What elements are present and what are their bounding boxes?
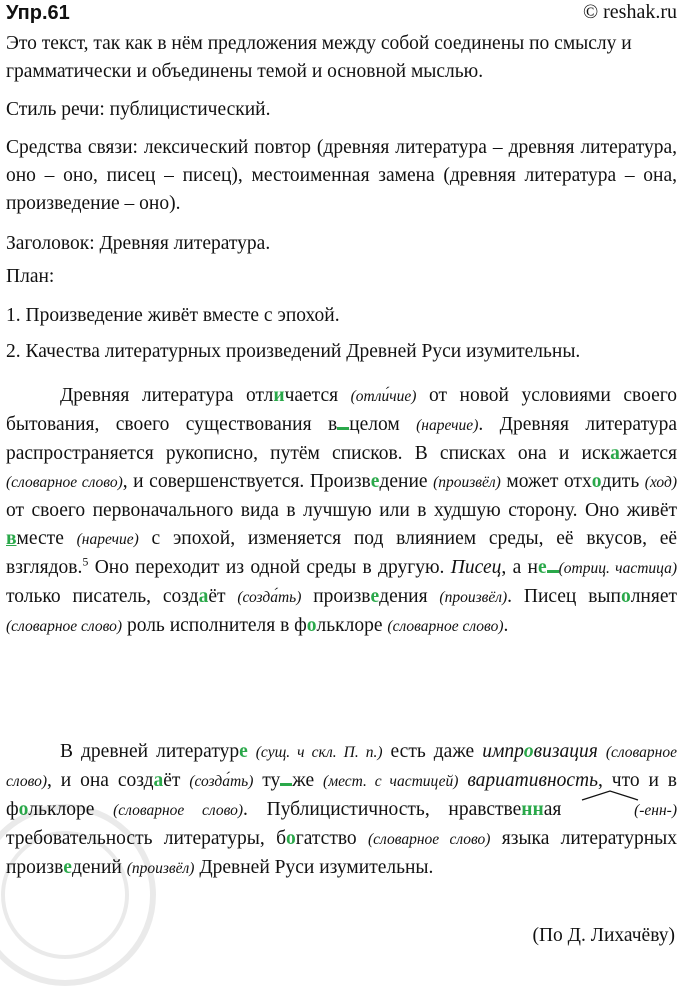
- arc-icon: [580, 789, 640, 801]
- answer-text-type: Это текст, так как в нём предложения между собой соединены по смыслу и грамматически и объединены темой и основной мыслью.: [6, 33, 632, 82]
- main-text-paragraph-1: Древняя литература отличается (отли́чие) от новой условиями своего бытования, своего существования в целом (наречие). Древняя литература распространяется рукописно, путём списков. В списках она и искажается (словарное слово), и совершенствуется. Произведение (произвёл) может отходить (ход) от своего первоначального вида в лучшую или в худшую сторону. Оно живёт вместе (наречие) с эпохой, изменяется под влиянием среды, её вкусов, её взглядов.$^5$ Оно переходит из одной среды в другую. Писец, а не (отриц. частица) только писатель, создаёт (созда́ть) произведения (произвёл). Писец выполняет (словарное слово) роль исполнителя в фольклоре (словарное слово).: [6, 385, 678, 636]
- answer-links: Средства связи: лексический повтор (древняя литература – древняя литература, оно – оно, писец – писец), местоименная замена (древняя литература – она, произведение – оно).: [6, 137, 677, 214]
- exercise-title: Упр.61: [6, 2, 70, 24]
- plan-title: План:: [6, 266, 55, 287]
- answer-heading: Заголовок: Древняя литература.: [6, 233, 271, 254]
- plan-item-2: 2. Качества литературных произведений Древней Руси изумительны.: [6, 341, 581, 362]
- watermark-seal-icon: [0, 800, 160, 990]
- blank-mark: [280, 767, 292, 786]
- page-header: [6, 0, 677, 26]
- source-attribution: (По Д. Лихачёву): [532, 925, 675, 946]
- answer-style: Стиль речи: публицистический.: [6, 99, 271, 120]
- plan-item-1: 1. Произведение живёт вместе с эпохой.: [6, 305, 340, 326]
- blank-mark: [337, 411, 349, 430]
- main-text-paragraph-2: В древней литературе (сущ. ч скл. П. п.) есть даже импровизация (словарное слово), и она создаёт (созда́ть) ту же (мест. с частицей) вариативность, что и в фольклоре (словарное слово). Публицистичность, нравственная (-енн-) требовательность литературы, богатство (словарное слово) языка литературных произведений (произвёл) Древней Руси изумительны.: [6, 741, 678, 878]
- blank-mark: [547, 554, 559, 573]
- site-credit: © reshak.ru: [582, 1, 677, 23]
- suffix-arc-mark: (-енн-): [580, 797, 677, 825]
